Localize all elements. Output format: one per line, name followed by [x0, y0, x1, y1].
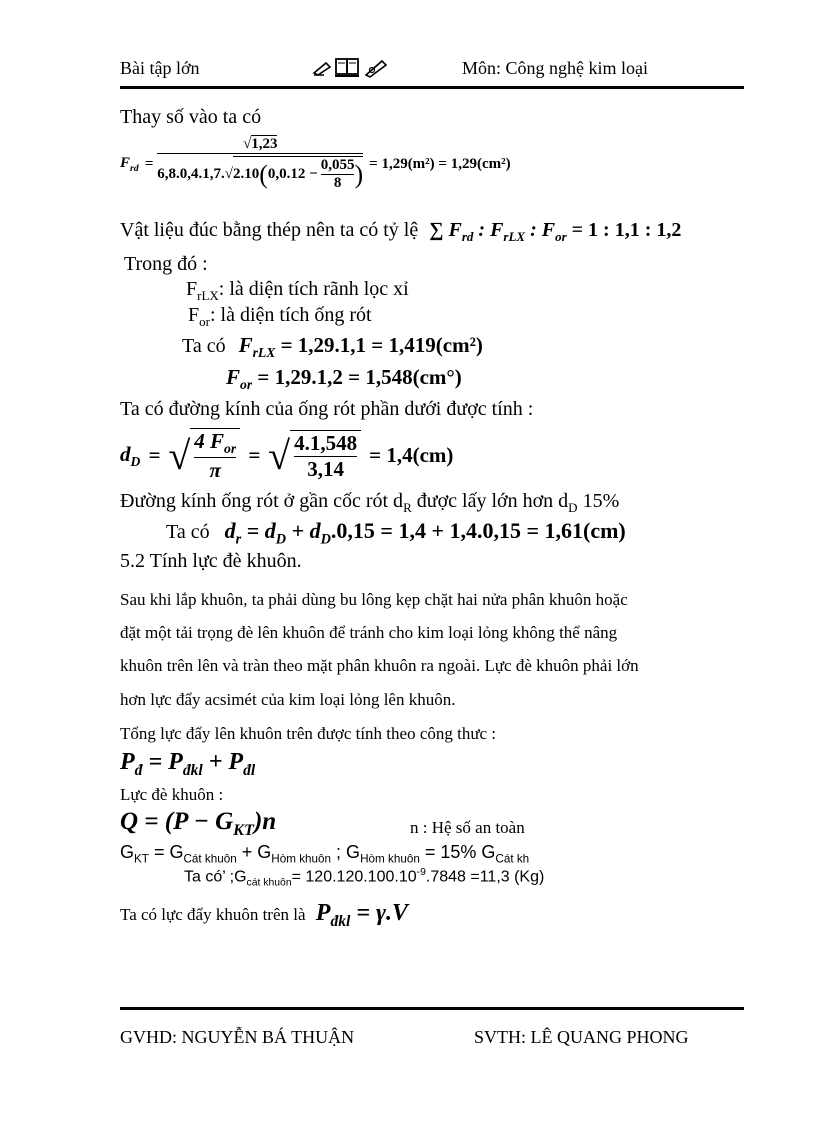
n-note: n : Hệ số an toàn: [410, 818, 525, 837]
header-right: Môn: Công nghệ kim loại: [462, 58, 648, 78]
section-title: 5.2 Tính lực đè khuôn.: [120, 550, 302, 572]
def-f-rlx: $F_{rLX}$: là diện tích rãnh lọc xỉ: [186, 278, 409, 303]
formula-f-or: $F_{or} = 1,29.1,2 = 1,548(cm^\circ)$: [226, 365, 462, 393]
formula-f-rlx: Ta có $F_{rLX} = 1,29.1,1 = 1,419(cm^2)$: [182, 333, 483, 361]
pen-icon: [366, 61, 386, 77]
formula-p-d: $P_đ = P_{đkl} + P_{đl}$: [120, 749, 256, 779]
formula-d-d: $d_D$ = √ $\frac{4 F_{or}}{\pi}$ = √ $\frac{4.1,548}{3,14}$ = 1,4(cm): [120, 429, 454, 483]
line-tong-luc: Tổng lực đẩy lên khuôn trên được tính theo công thưc :: [120, 724, 497, 743]
decorative-icons: [312, 55, 392, 79]
formula-q: $Q = (P - G_{KT})n$: [120, 808, 277, 839]
formula-d-r: Ta có $d_r = d_D + d_D.0,15 = 1,4 + 1,4.0,15 = 1,61(cm)$: [166, 518, 626, 548]
line-gkt: $G_{KT} = G_{Cát khuôn} + G_{Hòm khuôn}$ ; $G_{Hòm khuôn} = 15\%$ $G_{Cát kh}$: [120, 842, 530, 866]
line-thay-so: Thay số vào ta có: [120, 106, 262, 128]
para-line-1: Sau khi lắp khuôn, ta phải dùng bu lông kẹp chặt hai nửa phân khuôn hoặc: [120, 590, 628, 609]
formula-f-rd: $F_{rd}$ = √1,23 6,8.0,4.1,7. √ 2.10 ( 0,0.12 − $\frac{0,055}{8}$ ) = 1,29(m²) = 1,29(cm²): [120, 136, 511, 191]
header-left: Bài tập lớn: [120, 58, 200, 78]
line-vat-lieu: Vật liệu đúc bằng thép nên ta có tỷ lệ ∑ $F_{rd}$ : $F_{rLX}$ : $F_{or} = 1$ : 1,1 : 1,2: [120, 219, 682, 244]
para-line-3: khuôn trên lên và tràn theo mặt phân khuôn ra ngoài. Lực đè khuôn phải lớn: [120, 656, 639, 675]
header-icons: [312, 55, 392, 84]
line-duong-kinh-2: Đường kính ống rót ở gần cốc rót $d_R$ được lấy lớn hơn $d_D$ 15%: [120, 490, 620, 515]
para-line-2: đặt một tải trọng đè lên khuôn để tránh cho kim loại lỏng không thể nâng: [120, 623, 618, 642]
footer-rule: [120, 1007, 744, 1010]
line-trong-do: Trong đó :: [124, 253, 208, 275]
line-luc-de: Lực đè khuôn :: [120, 785, 224, 804]
line-duong-kinh: Ta có đường kính của ống rót phần dưới được tính :: [120, 398, 534, 420]
line-last: Ta có lực đẩy khuôn trên là $P_{đkl} = \gamma.V$: [120, 900, 409, 930]
para-line-4: hơn lực đẩy acsimét của kim loại lỏng lên khuôn.: [120, 690, 456, 709]
line-taco-g: Ta có’ $;G_{cát khuôn}= 120.120.100.10^{-9}.7848 =11,3$ (Kg): [184, 867, 545, 889]
footer-left: GVHD: NGUYỄN BÁ THUẬN: [120, 1027, 355, 1047]
book-icon: [335, 59, 359, 76]
footer-right: SVTH: LÊ QUANG PHONG: [474, 1027, 689, 1047]
def-f-or: $F_{or}$: là diện tích ống rót: [188, 304, 372, 329]
pencil-icon: [314, 63, 330, 75]
header-rule: [120, 86, 744, 89]
